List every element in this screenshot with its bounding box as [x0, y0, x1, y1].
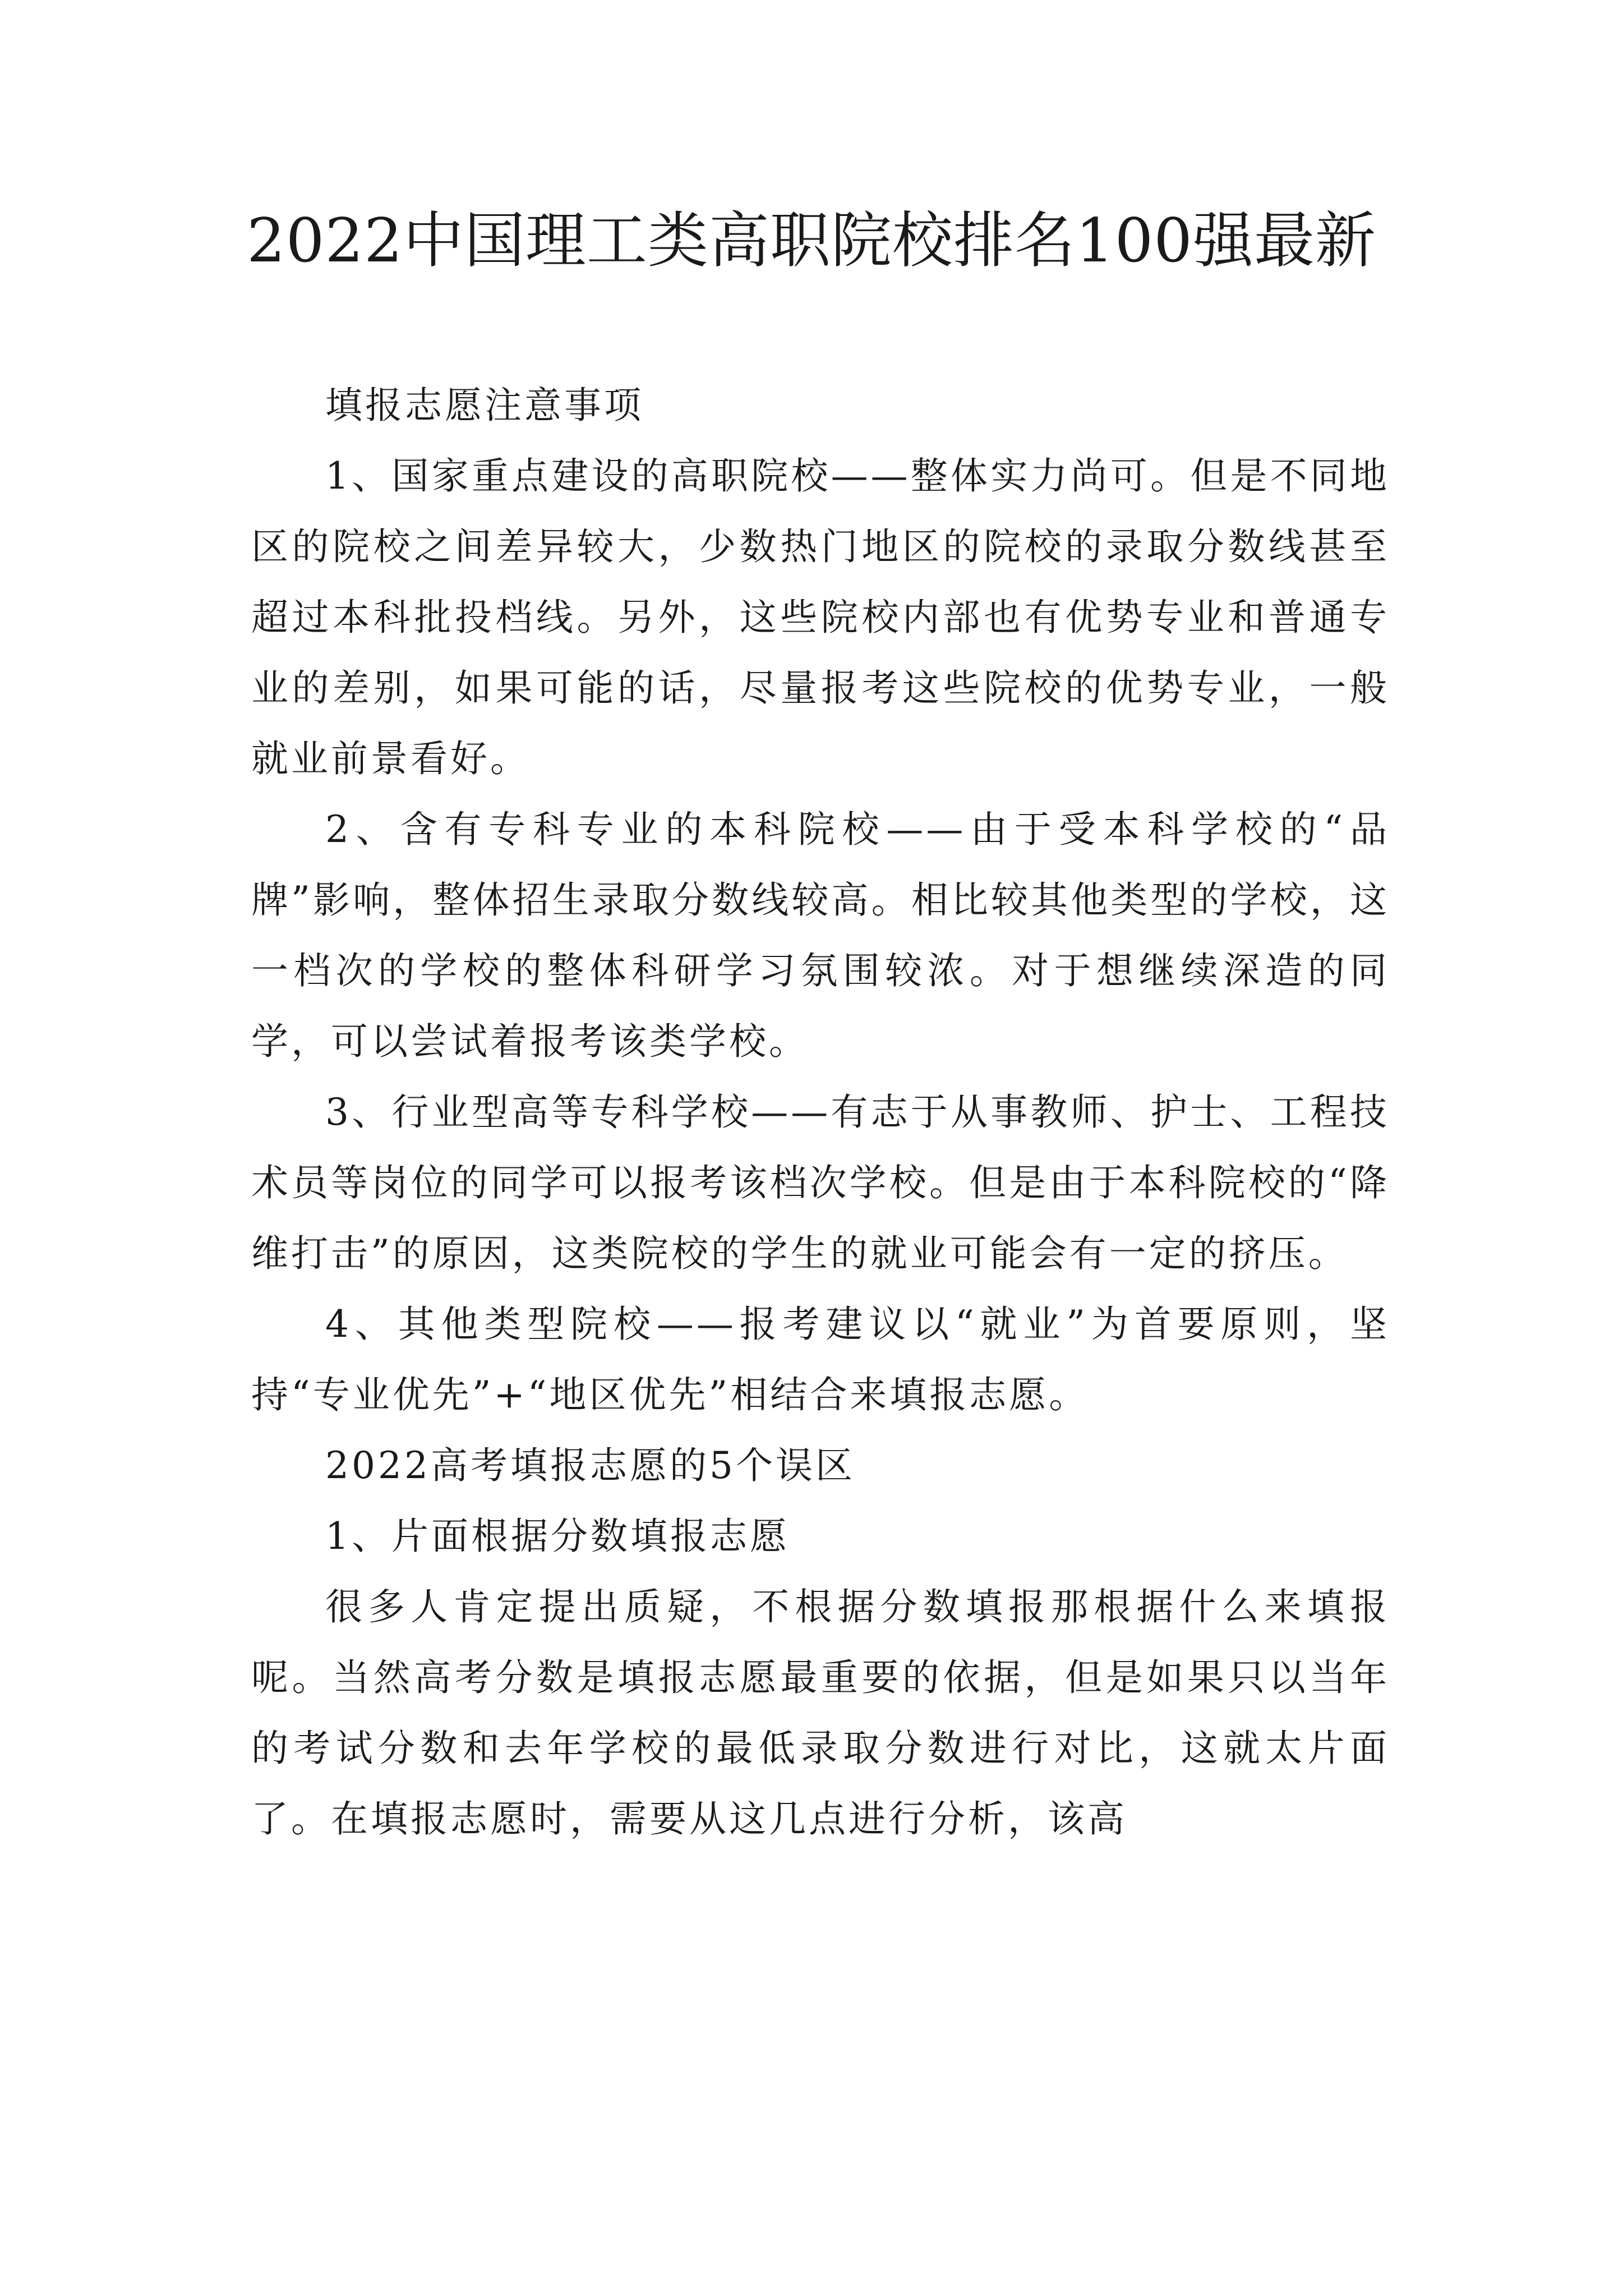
- subheading: 1、片面根据分数填报志愿: [325, 1515, 790, 1558]
- paragraph: 2、含有专科专业的本科院校——由于受本科学校的“品牌”影响，整体招生录取分数线较高。相比较其他类型的学校，这一档次的学校的整体科研学习氛围较浓。对于想继续深造的同学，可以尝试着报考该类学校。: [251, 808, 1390, 1063]
- paragraph: 1、国家重点建设的高职院校——整体实力尚可。但是不同地区的院校之间差异较大，少数热门地区的院校的录取分数线甚至超过本科批投档线。另外，这些院校内部也有优势专业和普通专业的差别，如果可能的话，尽量报考这些院校的优势专业，一般就业前景看好。: [251, 454, 1390, 780]
- document-body: [251, 370, 1390, 1855]
- section-heading-notes: 填报志愿注意事项: [325, 384, 644, 427]
- section-heading-mistakes: 2022高考填报志愿的5个误区: [325, 1444, 855, 1487]
- document-title: 2022中国理工类高职院校排名100强最新: [247, 206, 1376, 276]
- paragraph: 4、其他类型院校——报考建议以“就业”为首要原则，坚持“专业优先”+“地区优先”相结合来填报志愿。: [251, 1303, 1390, 1416]
- paragraph: 很多人肯定提出质疑，不根据分数填报那根据什么来填报呢。当然高考分数是填报志愿最重要的依据，但是如果只以当年的考试分数和去年学校的最低录取分数进行对比，这就太片面了。在填报志愿时，需要从这几点进行分析，该高: [251, 1585, 1390, 1841]
- paragraph: 3、行业型高等专科学校——有志于从事教师、护士、工程技术员等岗位的同学可以报考该档次学校。但是由于本科院校的“降维打击”的原因，这类院校的学生的就业可能会有一定的挤压。: [251, 1091, 1390, 1275]
